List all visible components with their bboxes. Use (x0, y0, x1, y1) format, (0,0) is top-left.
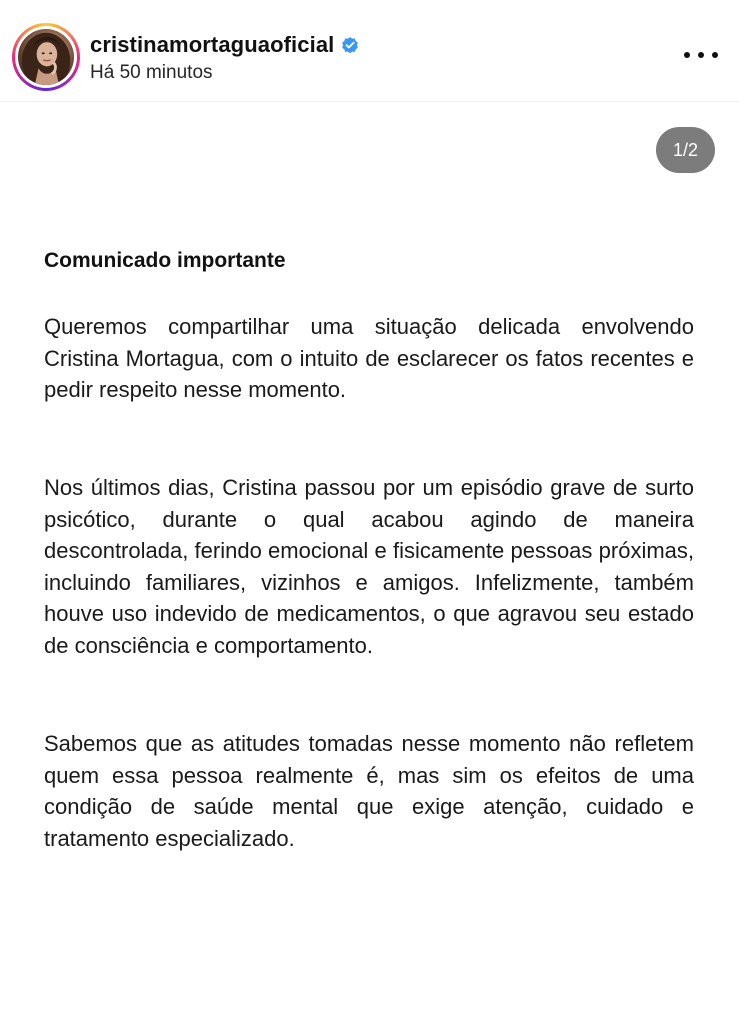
post-paragraph: Sabemos que as atitudes tomadas nesse momento não refletem quem essa pessoa realmente é, mas sim os efeitos de uma condição de saúde mental que exige atenção, cuidado e tratamento especializado. (44, 731, 694, 851)
post-paragraph: Queremos compartilhar uma situação delicada envolvendo Cristina Mortagua, com o intuito de esclarecer os fatos recentes e pedir respeito nesse momento. (44, 314, 694, 402)
more-options-button[interactable] (684, 44, 718, 66)
carousel-page-indicator: 1/2 (656, 127, 715, 173)
post-header (0, 0, 739, 102)
more-horizontal-icon (712, 52, 718, 58)
more-horizontal-icon (698, 52, 704, 58)
avatar-frame (15, 26, 77, 88)
post-timestamp: Há 50 minutos (90, 62, 213, 83)
verified-badge-icon (340, 35, 360, 55)
username-row (90, 31, 360, 59)
post-paragraph: Nos últimos dias, Cristina passou por um episódio grave de surto psicótico, durante o qual acabou agindo de maneira descontrolada, ferindo emocional e fisicamente pessoas próximas, incluindo familiares, vizinhos e amigos. Infelizmente, também houve uso indevido de medicamentos, o que agravou seu estado de consciência e comportamento. (44, 475, 694, 658)
more-horizontal-icon (684, 52, 690, 58)
avatar[interactable] (18, 29, 74, 85)
avatar-portrait-icon (18, 29, 74, 85)
story-ring[interactable] (12, 23, 80, 91)
post-image[interactable] (0, 103, 739, 1024)
post-heading: Comunicado importante (44, 249, 286, 272)
username[interactable]: cristinamortaguaoficial (90, 32, 335, 57)
